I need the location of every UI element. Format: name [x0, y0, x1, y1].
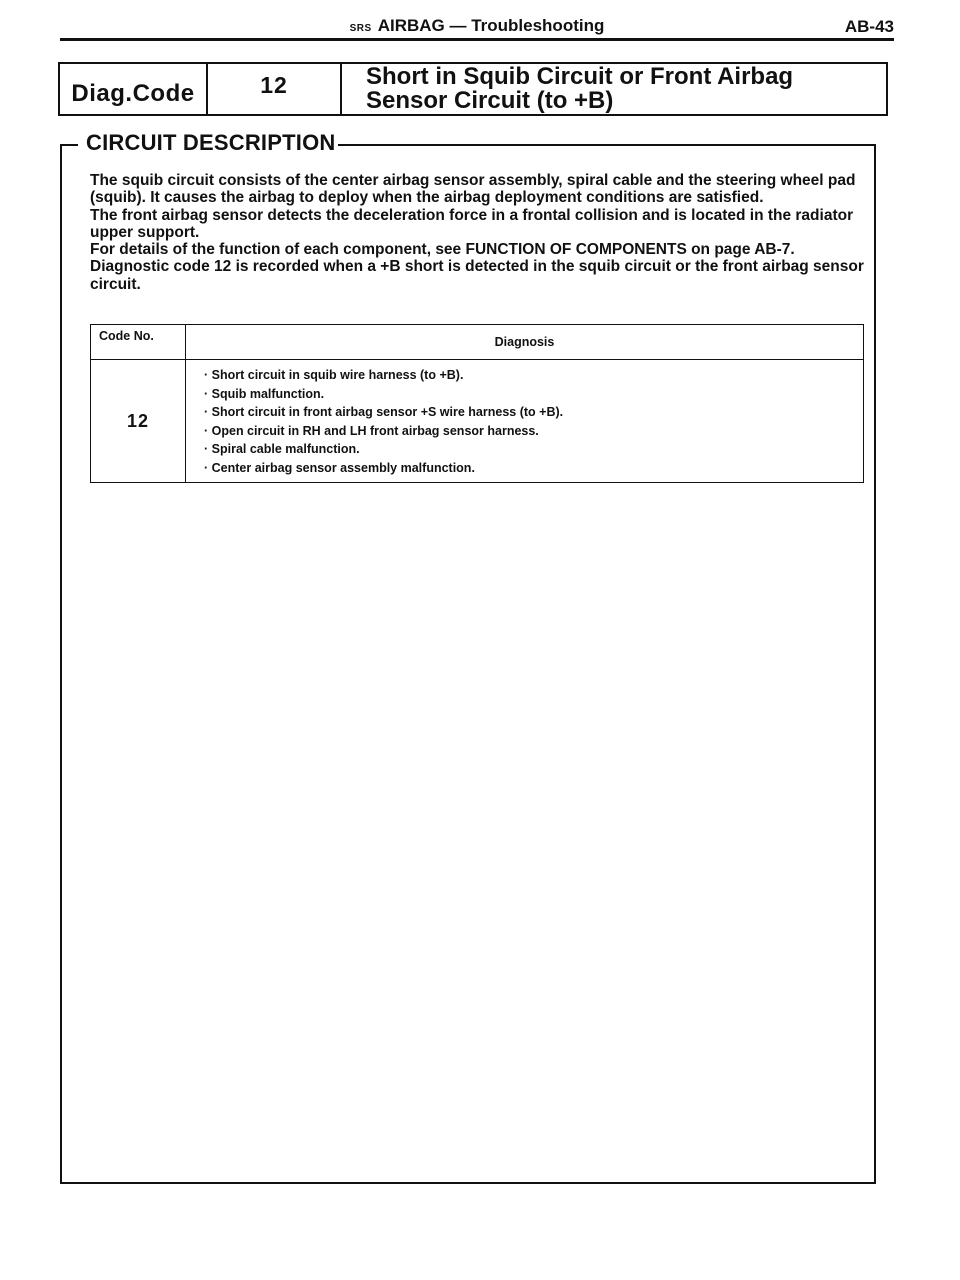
list-item: · Squib malfunction. [204, 385, 863, 404]
description-line: circuit. [90, 275, 141, 293]
diagnosis-table [90, 324, 864, 483]
description-line: The front airbag sensor detects the deceleration force in a frontal collision and is located in the radiator [90, 206, 854, 224]
diagnosis-cell [186, 360, 864, 483]
diag-code-value: 12 [208, 64, 342, 114]
page-number: AB-43 [844, 17, 894, 36]
description-line: For details of the function of each component, see FUNCTION OF COMPONENTS on page AB-7. [90, 241, 795, 259]
header-title [60, 16, 894, 36]
table-row [91, 360, 864, 483]
list-item: · Short circuit in front airbag sensor +S wire harness (to +B). [204, 403, 863, 422]
header-title-text: AIRBAG — Troubleshooting [377, 16, 605, 35]
list-item: · Open circuit in RH and LH front airbag sensor harness. [204, 422, 863, 441]
page-header [60, 10, 894, 41]
header-diagnosis: Diagnosis [186, 325, 864, 360]
section-heading: CIRCUIT DESCRIPTION [86, 130, 336, 155]
diag-code-label: Diag.Code [60, 64, 208, 114]
diag-code-banner [58, 62, 888, 116]
circuit-description-panel [60, 144, 876, 1184]
description-line: upper support. [90, 223, 200, 241]
diag-title-line-1: Short in Squib Circuit or Front Airbag [366, 63, 794, 90]
srs-label: SRS [349, 23, 372, 34]
diagnosis-list [204, 366, 863, 477]
panel-top-rule-right [338, 144, 876, 146]
code-cell: 12 [91, 360, 186, 483]
description-line: The squib circuit consists of the center airbag sensor assembly, spiral cable and the steering wheel pad [90, 172, 856, 189]
circuit-description-text [90, 172, 882, 293]
panel-top-rule-left [60, 144, 78, 146]
description-line: (squib). It causes the airbag to deploy when the airbag deployment conditions are satisfied. [90, 189, 764, 207]
diag-title-line-2: Sensor Circuit (to +B) [366, 87, 614, 114]
description-line: Diagnostic code 12 is recorded when a +B short is detected in the squib circuit or the front airbag sensor [90, 258, 864, 276]
list-item: · Center airbag sensor assembly malfunction. [204, 459, 863, 478]
list-item: · Spiral cable malfunction. [204, 440, 863, 459]
diag-code-title [342, 64, 886, 114]
list-item: · Short circuit in squib wire harness (to +B). [204, 366, 863, 385]
header-code-no: Code No. [91, 325, 186, 360]
table-header-row [91, 325, 864, 360]
